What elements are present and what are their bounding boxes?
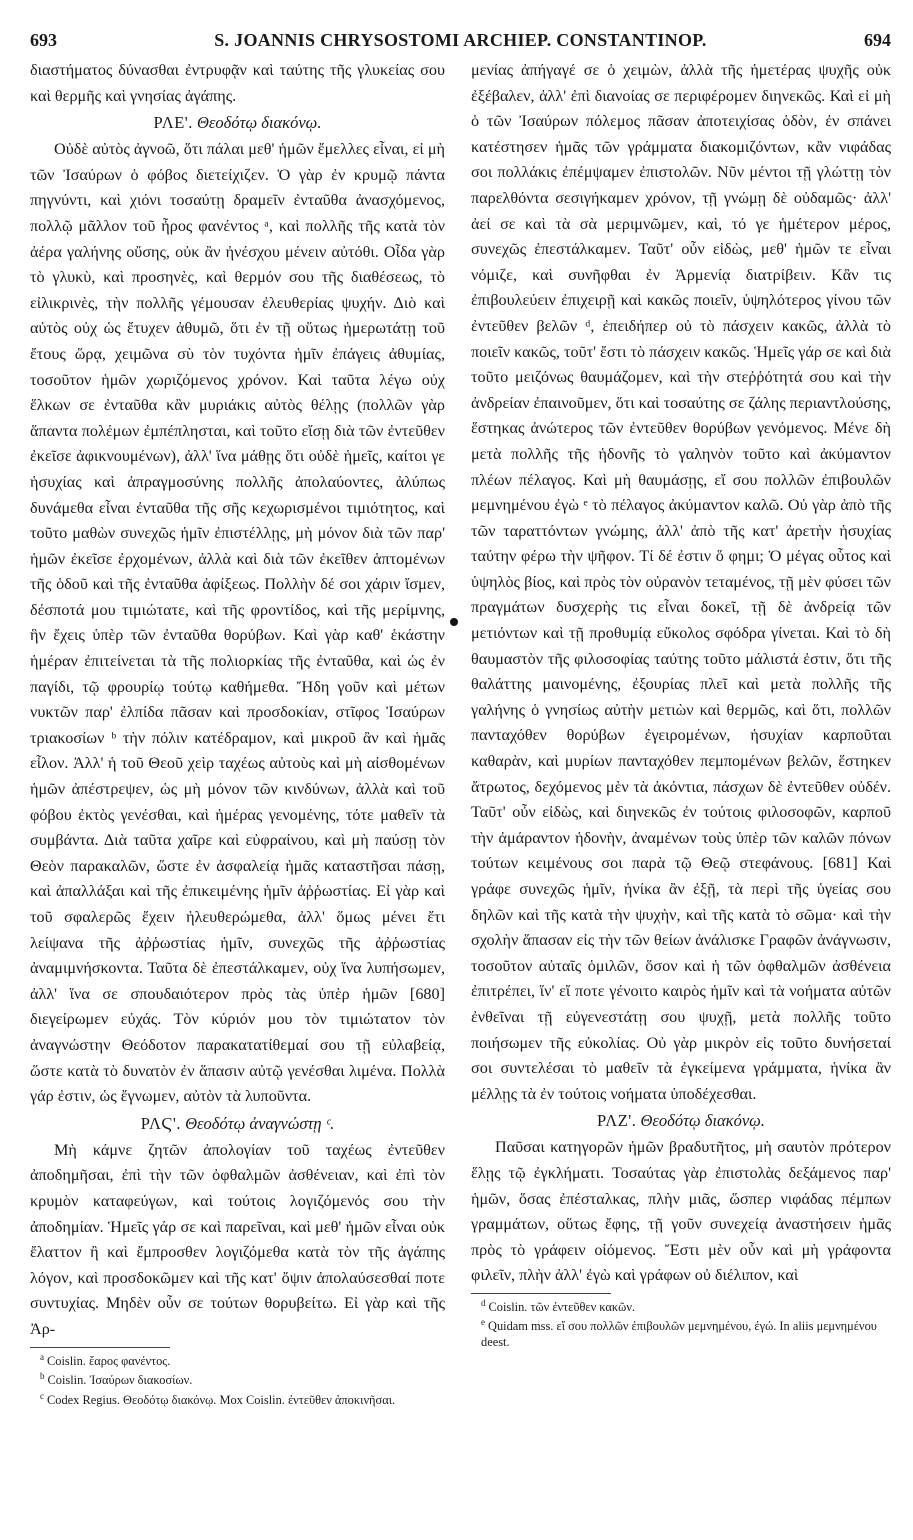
footnote-mark: b [40,1371,45,1382]
footnote [471,1315,891,1350]
letter-187-text: Παῦσαι κατηγορῶν ἡμῶν βραδυτῆτος, μὴ σαυτὸν πρότερον ἕλῃς τῷ ἐγκλήματι. Τοσαύτας γὰρ ἐπιστολὰς δεξάμενος παρ' ἡμῶν, ὅσας ἐπέσταλκας, πλὴν μιᾶς, ὥσπερ νιφάδας πέμπων γραμμάτων, οὕτως ἔφης, τῇ γοῦν συνεχείᾳ ἀναστήσειν ἡμᾶς πρὸς τὸ γράφειν οἰόμενος. Ἔστι μὲν οὖν καὶ μὴ γράφοντα φιλεῖν, πλὴν ἀλλ' ἐγὼ καὶ γράφων οὐ διέλιπον, καὶ [471,1138,891,1285]
page-number-right: 694 [864,30,891,50]
letter-number: ΡΛϚ'. [140,1113,182,1133]
footnote-mark: c [40,1390,44,1401]
running-title: S. JOANNIS CHRYSOSTOMI ARCHIEP. CONSTANTINOP. [214,30,707,50]
footnote-rule [471,1293,611,1294]
footnote-text: Codex Regius. Θεοδότῳ διακόνῳ. Mox Coislin. ἐντεῦθεν ἀποκινῆσαι. [47,1392,396,1407]
footnote [30,1389,445,1409]
letter-heading-187 [471,1109,891,1133]
footnote [471,1296,891,1316]
margin-bullet-marker [450,618,458,626]
footnote [30,1350,445,1370]
letter-number: ΡΛΖ'. [597,1111,637,1131]
letter-heading-185 [30,111,445,135]
footnote-text: Coislin. Ἰσαύρων διακοσίων. [47,1373,193,1388]
footnotes-right [471,1296,891,1350]
letter-addressee: Θεοδότῳ ἀναγνώστῃ ᶜ. [185,1113,335,1133]
footnote-mark: d [481,1297,486,1308]
letter-number: ΡΛΕ'. [153,113,193,133]
letter-186-continuation-text: μενίας ἀπήγαγέ σε ὁ χειμὼν, ἀλλὰ τῆς ἡμετέρας ψυχῆς οὐκ ἐξέβαλεν, ἀλλ' ἐπὶ διανοίας σε περιφέρομεν διηνεκῶς. Καὶ εἰ μὴ ὁ τῶν Ἰσαύρων πόλεμος πᾶσαν ἀποτειχίσας ὁδὸν, ἐν σπάνει κατέστησεν ἡμᾶς τῶν γράμματα διακομιζόντων, κἂν νιφάδας σοι πολλάκις ἐπέμψαμεν ἐπιστολῶν. Νῦν μέντοι τῇ γλώττῃ τὸν παρελθόντα σεσιγήκαμεν χρόνον, τῇ γνώμῃ δὲ οὐδαμῶς· ἀλλ' ἀεί σε καὶ τὰ σὰ μεριμνῶμεν, καὶ, τό γε ἡμέτερον μέρος, συνεχῶς ἐπεστάλκαμεν. Ταῦτ' οὖν εἰδὼς, μεθ' ἡμῶν τε εἶναι νόμιζε, καὶ συνῆφθαι ἐν Ἀρμενίᾳ διατρίβειν. Κἂν τις ἐπιβουλεύειν ἐπιχειρῇ καὶ κακῶς ποιεῖν, ὑψηλότερος γίνου τῶν ἐντεῦθεν βελῶν ᵈ, ἐπειδήπερ οὐ τὸ πάσχειν κακῶς, ἀλλὰ τὸ ποιεῖν κακῶς, τοῦτ' ἔστι τὸ πάσχειν κακῶς. Ἡμεῖς γάρ σε καὶ διὰ τοῦτο μειζόνως θαυμάζομεν, καὶ τὴν στεῤῥότητά σου καὶ τὴν ἀνδρείαν ἐπαινοῦμεν, ὅτι καὶ τοσαύτης σε ζάλης περιαντλούσης, ἕστηκας ἀνώτερος τῶν ἐντεῦθεν θορύβων γενόμενος. Μένε δὴ μετὰ πολλῆς τῆς ἡδονῆς τὸ γαληνὸν τοῦτο καὶ ἀκύμαντον πλέων πέλαγος. Καὶ μὴ θαυμάσῃς, εἴ σου πολλῶν ἐπιβουλῶν μεμνημένου ἐγὼ ᵉ τὸ πέλαγος ἀκύμαντον καλῶ. Οὐ γὰρ ἀπὸ τῆς τῶν ταραττόντων γνώμης, ἀλλ' ἀπὸ τῆς κατ' ἀρετὴν ἡσυχίας ταύτην φέρω τὴν ψῆφον. Τί δέ ἐστιν ὅ φημι; Ὁ μέγας οὗτος καὶ ὑψηλὸς βίος, καὶ πρὸς τὸν οὐρανὸν τεταμένος, τῇ μὲν φύσει τῶν πραγμάτων δυσχερὴς τις εἶναι δοκεῖ, τῇ δὲ ἀνδρείᾳ τῶν μετιόντων καὶ τῇ προθυμίᾳ εὔκολος σφόδρα γίνεται. Καὶ τὸ δὴ θαυμαστὸν τῆς φιλοσοφίας ταύτης τοῦτο μάλιστά ἐστιν, ὅτι τῆς θαλάττης μαινομένης, ἐξουρίας πλεῖ καὶ μετὰ πολλῆς τῆς γαλήνης ὁ γνησίως αὐτὴν μετιὼν καὶ θερμῶς, καὶ ὅτι, πολλῶν πανταχόθεν θορύβων ἐγειρομένων, ἡσυχίαν καρποῦται καθαρὰν, καὶ μυρίων πανταχόθεν πεμπομένων βελῶν, ἕστηκεν ἄτρωτος, δεχόμενος μὲν τὰ ἀκόντια, πάσχων δὲ ἐντεῦθεν οὐδέν. Ταῦτ' οὖν εἰδὼς, καὶ διηνεκῶς ἐν τούτοις φιλοσοφῶν, καρποῦ τὴν ἀμάραντον ἡδονὴν, ἀναμένων τοὺς ὑπὲρ τῶν καλῶν πόνων τούτων κειμένους σοι παρὰ τῷ Θεῷ στεφάνους. [681] Καὶ γράφε συνεχῶς ἡμῖν, ἡνίκα ἂν ἐξῇ, τὰ περὶ τῆς ὑγείας σου δηλῶν καὶ τῆς κατὰ τὴν ψυχὴν, καὶ τῆς κατὰ τὸ σῶμα· καὶ τὴν σχολὴν ἅπασαν εἰς τὴν τῶν θείων ἀνάλισκε Γραφῶν ἀνάγνωσιν, τοσοῦτον αὐταῖς ὁμιλῶν, ὅσον καὶ ἡ τῶν ὀφθαλμῶν ἀσθένεια ἐπιτρέπει, ἵν' εἴ ποτε γένοιτο καιρὸς ἡμῖν καὶ τὰ νοήματα αὐτῶν ἐνθεῖναι τῇ εὐγενεστάτῃ σου ψυχῇ, μετὰ πολλῆς τοῦτο ποιήσωμεν τῆς εὐκολίας. Οὐ γὰρ μικρὸν εἰς τοῦτο δυνήσεταί σοι συντελέσαι τὸ μαθεῖν τὰ ἐγκείμενα γράμματα, ἡνίκα ἂν μέλλῃς τὰ ἐν τούτοις νοήματα ὑποδέχεσθαι. [471,61,891,1103]
footnote [30,1369,445,1389]
footnote-text: Coislin. τῶν ἐντεῦθεν κακῶν. [488,1300,636,1315]
letter-heading-186 [30,1112,445,1136]
page-number-left: 693 [30,30,57,50]
letter-addressee: Θεοδότῳ διακόνῳ. [640,1111,765,1131]
letter-185-text: Οὐδὲ αὐτὸς ἀγνοῶ, ὅτι πάλαι μεθ' ἡμῶν ἔμελλες εἶναι, εἰ μὴ τῶν Ἰσαύρων ὁ φόβος διετείχιζεν. Ὁ γὰρ ἐν κρυμῷ πάντα πηγνύντι, καὶ χιόνι τοσαύτῃ δραμεῖν ἐνταῦθα ἀνασχόμενος, πολλῷ μᾶλλον τοῦ ἦρος φανέντος ᵃ, καὶ πολλῆς τῆς κατὰ τὸν ἀέρα γαλήνης οὔσης, οὐκ ἂν ἠνέσχου μένειν αὐτόθι. Οἶδα γὰρ τὸ γλυκὺ, καὶ προσηνὲς, καὶ θερμόν σου τῆς διαθέσεως, τὸ εἰλικρινὲς, τὴν πολλῆς γέμουσαν ἐλευθερίας ψυχήν. Διὸ καὶ αὐτὸς οὐχ ὡς ἔτυχεν ἀθυμῶ, ὅτι ἐν τῇ οὕτως ἡμερωτάτῃ τοῦ ἔτους ὥρᾳ, χειμῶνα σὺ τὸν τυχόντα ἡμῖν ἐπάγεις ἀθυμίας, τοσοῦτον ἡμῶν χωριζόμενος χρόνον. Καὶ ταῦτα λέγω οὐχ ἕλκων σε ἐνταῦθα κἂν μυριάκις αὐτὸς θέλῃς (πολλῶν γὰρ ἅπαντα πολέμων ἐμπέπλησται, καὶ τοῦτο εἴσῃ διὰ τῶν ἐντεῦθεν ἐκεῖσε ἀφικνουμένων), ἀλλ' ἵνα μάθῃς ὅτι οὐδὲ ἡμεῖς, καίτοι γε ἡσυχίας καὶ ἀπραγμοσύνης πολλῆς ἀπολαύοντες, ἀλύπως δυνάμεθα εἶναι ἐνταῦθα τῆς σῆς κεχωρισμένοι τιμιότητος, καὶ τοῦτο μαθὼν συνεχῶς ἡμῖν ἐπιστέλλῃς, μὴ μόνον διὰ τῶν παρ' ἡμῶν ἐκεῖσε ἐρχομένων, ἀλλὰ καὶ διὰ τῶν ἐκεῖθεν ἁπτομένων τῆς ὁδοῦ καὶ τῆς ἐνταῦθα ἀφίξεως. Πολλὴν δέ σοι χάριν ἴσμεν, δέσποτά μου τιμιώτατε, καὶ τῆς φροντίδος, καὶ τῆς μερίμνης, ἣν ἔχεις ὑπὲρ τῶν ἐνταῦθα θορύβων. Καὶ γὰρ καθ' ἑκάστην ἡμέραν ἐπιτείνεται τὰ τῆς πολιορκίας τῆς ἐνταῦθα, καὶ ὡς ἐν παγίδι, τῷ φρουρίῳ τούτῳ καθήμεθα. Ἤδη γοῦν καὶ μέτων νυκτῶν παρ' ἐλπίδα πᾶσαν καὶ προσδοκίαν, στῖφος Ἰσαύρων τριακοσίων ᵇ τὴν πόλιν κατέδραμον, καὶ μικροῦ ἂν καὶ ἡμᾶς εἷλον. Ἀλλ' ἡ τοῦ Θεοῦ χεὶρ ταχέως αὐτοὺς καὶ μὴ αἰσθομένων ἡμῶν ἀπέστρεψεν, ὡς μὴ μόνον τῶν κινδύνων, ἀλλὰ καὶ τοῦ φόβου ἐκτὸς γενέσθαι, καὶ ἡμέρας γενομένης, τότε μαθεῖν τὰ συμβάντα. Διὰ ταῦτα χαῖρε καὶ εὐφραίνου, καὶ μὴ παύσῃ τὸν Θεὸν παρακαλῶν, ὥστε ἐν ἀσφαλείᾳ ἡμᾶς καταστῆσαι πάσῃ, καὶ ἀπαλλάξαι καὶ τῆς ἐπικειμένης ἡμῖν ἀῤῥωστίας. Εἰ γὰρ καὶ τοῦ σφαλερῶς ἔχειν ἠλευθερώμεθα, ἀλλ' ὅμως μένει ἔτι λείψανα τῆς ἀῤῥωστίας ἡμῖν, συνεχῶς τῆς ἀῤῥωστίας ἀναμιμνήσκοντα. Ταῦτα δὲ ἐπεστάλκαμεν, οὐχ ἵνα λυπήσωμεν, ἀλλ' ἵνα σε σπουδαιότερον πρὸς τὰς ὑπὲρ ἡμῶν [680] διεγείρωμεν εὐχάς. Τὸν κύριόν μου τὸν τιμιώτατον τὸν ἀναγνώστην Θεόδοτον παρακατατίθεμαί σου τῇ εὐλαβείᾳ, ὥστε κατὰ τὸ δυνατὸν ἐν ἅπασιν αὐτῷ γενέσθαι λιμένα. Πολλὰ γάρ ἐστιν, ὡς ἔγνωμεν, αὐτὸν τὰ λυποῦντα. [30,140,445,1106]
letter-addressee: Θεοδότῳ διακόνῳ. [197,113,322,133]
footnote-text: Coislin. ἔαρος φανέντος. [47,1353,171,1368]
left-column [30,58,445,1408]
footnote-mark: e [481,1317,485,1328]
letter-continuation-text: διαστήματος δύνασθαι ἐντρυφᾷν καὶ ταύτης τῆς γλυκείας σου καὶ θερμῆς καὶ γνησίας ἀγάπης. [30,61,445,105]
right-column [471,58,891,1350]
footnote-text: Quidam mss. εἴ σου πολλῶν ἐπιβουλῶν μεμνημένου, ἐγώ. In aliis μεμνημένου deest. [481,1319,877,1349]
footnote-mark: a [40,1351,44,1362]
letter-186-text: Μὴ κάμνε ζητῶν ἀπολογίαν τοῦ ταχέως ἐντεῦθεν ἀποδημῆσαι, ἐπὶ τὴν τῶν ὀφθαλμῶν ἀσθένειαν, καὶ ἐπὶ τὸν κρυμὸν καταφεύγων, καὶ τούτοις λογιζόμενός σου τὴν ἀποδημίαν. Ἡμεῖς γάρ σε καὶ παρεῖναι, καὶ μεθ' ἡμῶν εἶναι οὐκ ἔλαττον ἢ καὶ ἔμπροσθεν λογιζόμεθα κατὰ τὸν τῆς ἀγάπης λόγον, καὶ προσδοκῶμεν καὶ τῆς κατ' ὄψιν ἀπολαύσεσθαί ποτε συντυχίας. Μηδὲν οὖν σε τούτων θορυβείτω. Εἰ γὰρ καὶ τῆς Ἀρ- [30,1140,445,1338]
footnotes-left [30,1350,445,1409]
footnote-rule [30,1347,170,1348]
running-header [30,30,891,52]
